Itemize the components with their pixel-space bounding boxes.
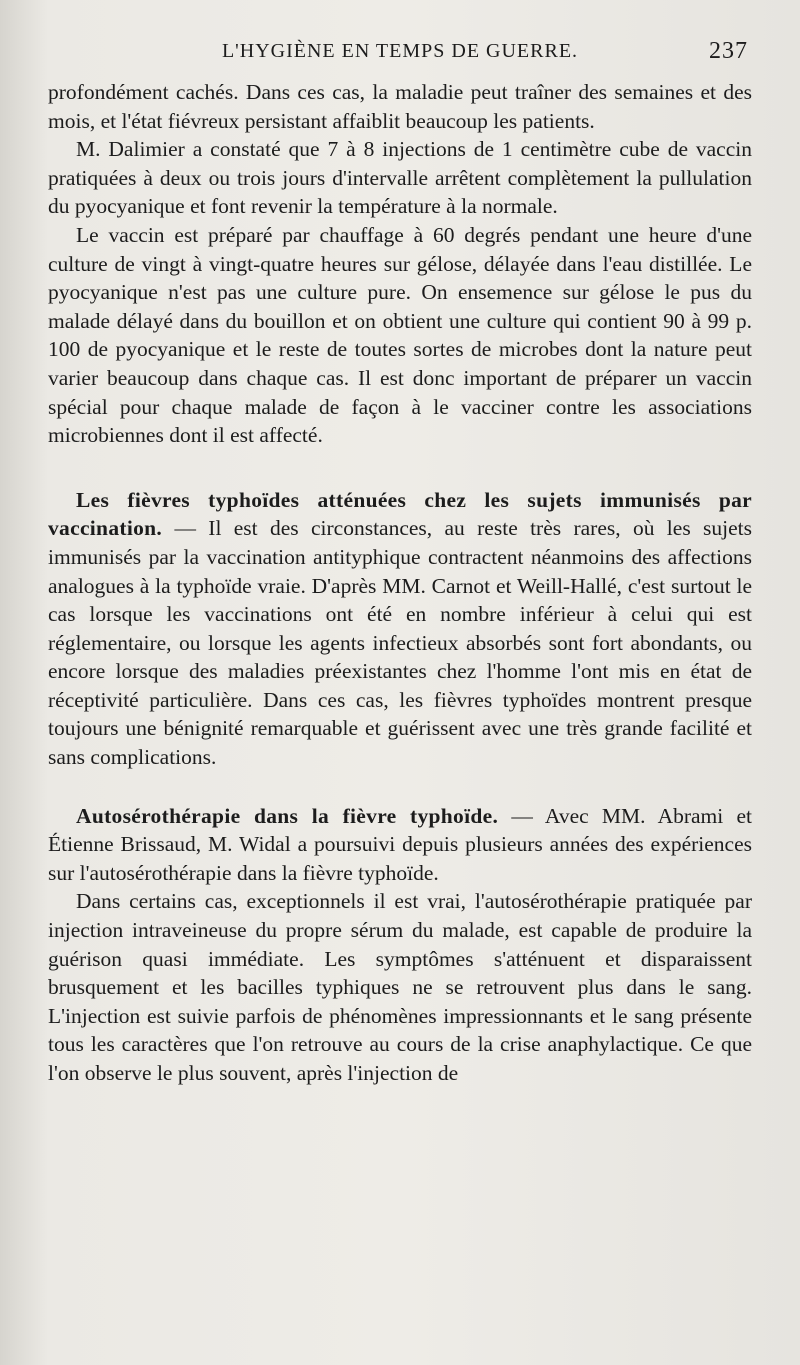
paragraph-vaccine-preparation: Le vaccin est préparé par chauffage à 60 degrés pendant une heure d'une culture de vingt à vingt-quatre heures sur gélose, délayée dans l'eau distillée. Le pyocyanique n'est pas une culture pure. On ensemence sur gélose le pus du malade délayé dans du bouillon et on obtient une culture qui contient 90 à 99 p. 100 de pyocyanique et le reste de toutes sortes de microbes dont la nature peut varier beaucoup dans chaque cas. Il est donc important de préparer un vaccin spécial pour chaque malade de façon à le vacciner contre les associations microbiennes dont il est affecté. (48, 222, 752, 448)
running-title: L'HYGIÈNE EN TEMPS DE GUERRE. (221, 40, 579, 62)
section-text: — Avec MM. Abrami et Étienne Brissaud, M. Widal a poursuivi depuis plusieurs années des expériences sur l'autosérothérapie dans la fièvre typhoïde. (48, 803, 752, 885)
page-header (48, 34, 752, 78)
section-autoserotherapy (48, 802, 752, 888)
section-heading: Autosérothérapie dans la fièvre typhoïde. (76, 803, 499, 828)
page-number: 237 (709, 38, 748, 64)
section-heading: Les fièvres typhoïdes atténuées chez les sujets immunisés par vaccination. (48, 487, 752, 541)
section-text: — Il est des circonstances, au reste très rares, où les sujets immunisés par la vaccination antityphique contractent néanmoins des affections analogues à la typhoïde vraie. D'après MM. Carnot et Weill-Hallé, c'est surtout le cas lorsque les vaccinations ont été en nombre inférieur à celui qui est réglementaire, ou lorsque les agents infectieux absorbés sont fort abondants, ou encore lorsque des maladies préexistantes chez l'homme l'ont mis en état de réceptivité particulière. Dans ces cas, les fièvres typhoïdes montrent presque toujours une bénignité remarquable et guérissent avec une très grande facilité et sans complications. (48, 516, 752, 770)
paragraph-autoserotherapy-cases: Dans certains cas, exceptionnels il est vrai, l'autosérothérapie pratiquée par injection intraveineuse du propre sérum du malade, est capable de produire la guérison quasi immédiate. Les symptômes s'atténuent et disparaissent brusquement et les bacilles typhiques ne se retrouvent plus dans le sang. L'injection est suivie parfois de phénomènes impressionnants et le sang présente tous les caractères que l'on retrouve au cours de la crise anaphylactique. Ce que l'on observe le plus souvent, après l'injection de (48, 889, 752, 1085)
section-typhoid-attenuated (48, 486, 752, 772)
body-text (48, 78, 752, 1088)
paragraph-continuation: profondément cachés. Dans ces cas, la maladie peut traîner des semaines et des mois, et l'état fiévreux persistant affaiblit beaucoup les patients. (48, 80, 752, 133)
paragraph-dalimier: M. Dalimier a constaté que 7 à 8 injections de 1 centimètre cube de vaccin pratiquées à deux ou trois jours d'intervalle arrêtent complètement la pullulation du pyocyanique et font revenir la température à la normale. (48, 137, 752, 219)
